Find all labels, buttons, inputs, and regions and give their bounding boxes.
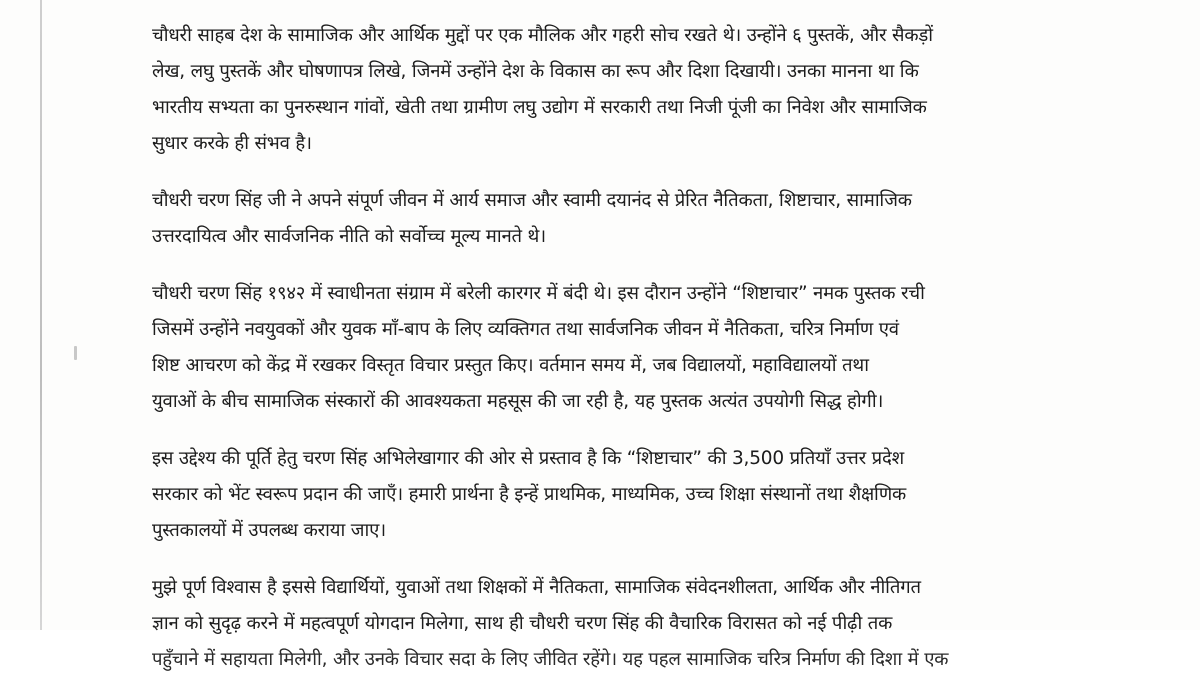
text-line: उत्तरदायित्व और सार्वजनिक नीति को सर्वोच्च मूल्य मानते थे। [152, 226, 546, 247]
text-line: सुधार करके ही संभव है। [152, 133, 312, 154]
paragraph-2 [152, 183, 1032, 255]
text-line: मुझे पूर्ण विश्वास है इससे विद्यार्थियों, युवाओं तथा शिक्षकों में नैतिकता, सामाजिक संवेदनशीलता, आर्थिक और नीतिगत [152, 577, 921, 598]
text-line: चौधरी चरण सिंह जी ने अपने संपूर्ण जीवन में आर्य समाज और स्वामी दयानंद से प्रेरित नैतिकता, शिष्टाचार, सामाजिक [152, 190, 912, 211]
page-left-edge [40, 0, 42, 630]
text-line: इस उद्देश्य की पूर्ति हेतु चरण सिंह अभिलेखागार की ओर से प्रस्ताव है कि “शिष्टाचार” की 3,500 प्रतियाँ उत्तर प्रदेश [152, 448, 904, 469]
text-line: भारतीय सभ्यता का पुनरुस्थान गांवों, खेती तथा ग्रामीण लघु उद्योग में सरकारी तथा निजी पूंजी का निवेश और सामाजिक [152, 97, 927, 118]
text-line: पुस्तकालयों में उपलब्ध कराया जाए। [152, 520, 386, 541]
text-line: लेख, लघु पुस्तकें और घोषणापत्र लिखे, जिनमें उन्होंने देश के विकास का रूप और दिशा दिखायी। उनका मानना था कि [152, 61, 919, 82]
text-line: ज्ञान को सुदृढ़ करने में महत्वपूर्ण योगदान मिलेगा, साथ ही चौधरी चरण सिंह की वैचारिक विरासत को नई पीढ़ी तक [152, 613, 893, 634]
text-line: चौधरी साहब देश के सामाजिक और आर्थिक मुद्दों पर एक मौलिक और गहरी सोच रखते थे। उन्होंने ६ पुस्तकें, और सैकड़ों [152, 25, 933, 46]
margin-mark [74, 346, 77, 360]
text-line: चौधरी चरण सिंह १९४२ में स्वाधीनता संग्राम में बरेली कारगर में बंदी थे। इस दौरान उन्होंने “शिष्टाचार” नमक पुस्तक रची [152, 283, 925, 304]
paragraph-3 [152, 276, 1032, 420]
paragraph-5 [152, 570, 1032, 670]
text-line-cut-off: पहुँचाने में सहायता मिलेगी, और उनके विचार सदा के लिए जीवित रहेंगे। यह पहल सामाजिक चरित्र निर्माण की दिशा में एक [152, 649, 949, 670]
text-line: युवाओं के बीच सामाजिक संस्कारों की आवश्यकता महसूस की जा रही है, यह पुस्तक अत्यंत उपयोगी सिद्ध होगी। [152, 391, 884, 412]
document-body [152, 18, 1032, 681]
text-line: जिसमें उन्होंने नवयुवकों और युवक माँ-बाप के लिए व्यक्तिगत तथा सार्वजनिक जीवन में नैतिकता, चरित्र निर्माण एवं [152, 319, 899, 340]
paragraph-4 [152, 441, 1032, 549]
text-line: सरकार को भेंट स्वरूप प्रदान की जाएँ। हमारी प्रार्थना है इन्हें प्राथमिक, माध्यमिक, उच्च शिक्षा संस्थानों तथा शैक्षणिक [152, 484, 907, 505]
paragraph-1 [152, 18, 1032, 162]
text-line: शिष्ट आचरण को केंद्र में रखकर विस्तृत विचार प्रस्तुत किए। वर्तमान समय में, जब विद्यालयों, महाविद्यालयों तथा [152, 355, 869, 376]
